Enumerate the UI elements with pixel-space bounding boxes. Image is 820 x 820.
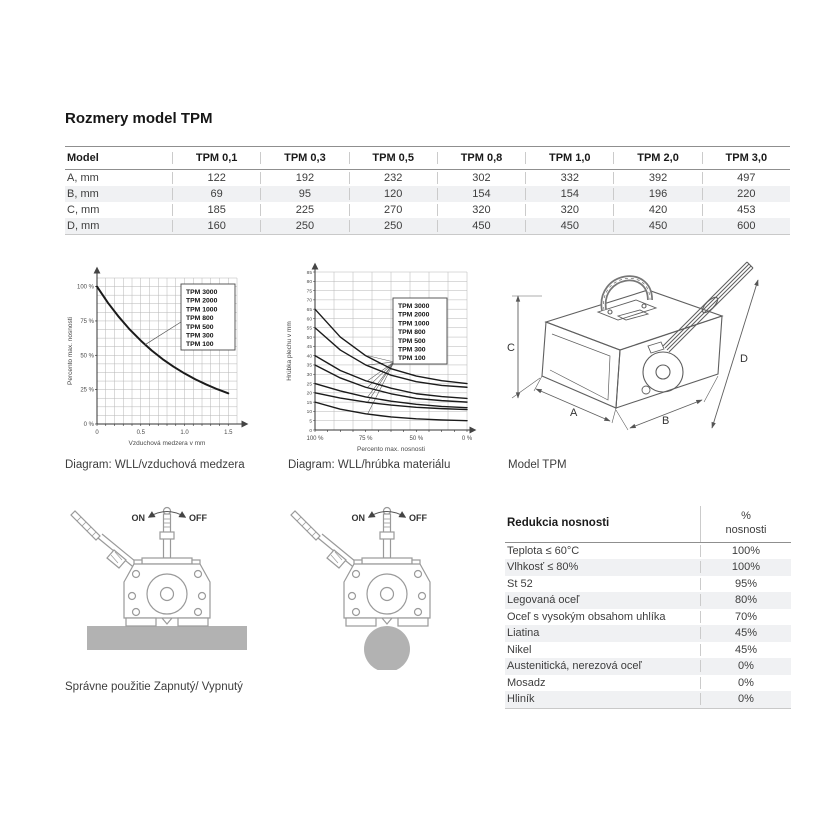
svg-text:35: 35 (306, 363, 312, 369)
svg-text:50: 50 (306, 335, 312, 341)
material-label: Liatina (507, 627, 540, 640)
table-cell: 220 (702, 188, 790, 200)
capacity-value: 45% (700, 644, 791, 656)
svg-text:80: 80 (306, 280, 312, 286)
magnet-front-view (291, 508, 430, 627)
column-header: TPM 3,0 (702, 152, 790, 164)
svg-text:45: 45 (306, 345, 312, 351)
table-cell: 320 (525, 204, 613, 216)
svg-text:70: 70 (306, 298, 312, 304)
table-row (505, 658, 791, 675)
table-cell: 497 (702, 172, 790, 184)
dim-label-b: B (662, 415, 670, 427)
svg-text:30: 30 (306, 373, 312, 379)
capacity-value: 0% (700, 693, 791, 705)
material-label: Hliník (507, 693, 535, 706)
reduction-table-header (505, 506, 791, 543)
x-axis-label: Vzduchová medzera v mm (128, 440, 206, 447)
table-row (65, 218, 790, 234)
table-cell: 185 (172, 204, 260, 216)
svg-text:0: 0 (95, 430, 99, 436)
dim-label-a: A (570, 407, 578, 419)
svg-text:TPM 1000: TPM 1000 (398, 320, 430, 328)
svg-text:TPM 1000: TPM 1000 (186, 306, 218, 314)
svg-text:TPM 300: TPM 300 (186, 332, 214, 340)
material-label: Nikel (507, 643, 532, 656)
dimensions-table-body (65, 170, 790, 235)
svg-text:15: 15 (306, 400, 312, 406)
x-axis-label: Percento max. nosnosti (357, 446, 425, 453)
capacity-value: 0% (700, 660, 791, 672)
chart1-caption: Diagram: WLL/vzduchová medzera (65, 459, 245, 471)
table-cell: 332 (525, 172, 613, 184)
table-row (65, 170, 790, 186)
legend (393, 298, 447, 364)
table-row (505, 625, 791, 642)
table-row (505, 592, 791, 609)
off-label: OFF (189, 513, 207, 523)
chart2-caption: Diagram: WLL/hrúbka materiálu (288, 459, 451, 471)
table-cell: 320 (437, 204, 525, 216)
y-axis-label: Hrúbka plechu v mm (286, 321, 293, 381)
capacity-value: 100% (700, 561, 791, 573)
material-label: Mosadz (507, 676, 546, 689)
table-cell: 160 (172, 220, 260, 232)
onoff-figure-round-bar (282, 502, 482, 670)
table-cell: 120 (349, 188, 437, 200)
svg-text:60: 60 (306, 317, 312, 323)
svg-text:5: 5 (309, 419, 312, 425)
reduction-table-title: Redukcia nosnosti (507, 516, 610, 529)
svg-text:TPM 3000: TPM 3000 (186, 289, 218, 296)
svg-text:75 %: 75 % (80, 318, 94, 325)
svg-text:0: 0 (309, 428, 312, 434)
dimension-lines (512, 280, 758, 430)
svg-text:TPM 800: TPM 800 (398, 329, 426, 337)
svg-text:1.0: 1.0 (180, 430, 189, 436)
reduction-table (505, 506, 791, 709)
round-bar (364, 626, 410, 670)
column-header: Model (67, 152, 99, 164)
onoff-figure-plate (62, 502, 262, 670)
svg-text:100 %: 100 % (76, 284, 94, 291)
column-header: TPM 1,0 (525, 152, 613, 164)
material-label: Austenitická, nerezová oceľ (507, 660, 642, 673)
table-row (505, 609, 791, 626)
material-label: Vlhkosť ≤ 80% (507, 561, 579, 574)
svg-text:50 %: 50 % (80, 353, 94, 360)
column-header: TPM 0,1 (172, 152, 260, 164)
magnet-front-view (71, 508, 210, 627)
material-label: Teplota ≤ 60°C (507, 544, 580, 557)
material-label: Oceľ s vysokým obsahom uhlíka (507, 610, 666, 623)
table-row (505, 675, 791, 692)
svg-text:0 %: 0 % (83, 422, 94, 428)
svg-text:TPM 100: TPM 100 (398, 355, 426, 363)
capacity-value: 70% (700, 611, 791, 623)
column-header: TPM 0,8 (437, 152, 525, 164)
column-header: TPM 0,3 (260, 152, 348, 164)
row-label: B, mm (67, 188, 99, 200)
on-label: ON (131, 513, 145, 523)
svg-text:TPM 800: TPM 800 (186, 315, 214, 323)
svg-text:50 %: 50 % (409, 436, 424, 442)
row-label: A, mm (67, 172, 99, 184)
svg-text:25: 25 (306, 382, 312, 388)
table-cell: 95 (260, 188, 348, 200)
capacity-value: 80% (700, 594, 791, 606)
table-cell: 600 (702, 220, 790, 232)
dimensions-table (65, 146, 790, 235)
capacity-value: 45% (700, 627, 791, 639)
table-cell: 192 (260, 172, 348, 184)
svg-text:0.5: 0.5 (136, 430, 145, 436)
svg-text:TPM 100: TPM 100 (186, 341, 214, 349)
steel-plate (87, 626, 247, 650)
svg-text:TPM 2000: TPM 2000 (398, 311, 430, 319)
svg-text:100 %: 100 % (306, 436, 324, 442)
table-row (505, 559, 791, 576)
table-cell: 154 (525, 188, 613, 200)
svg-text:TPM 300: TPM 300 (398, 346, 426, 354)
svg-text:20: 20 (306, 391, 312, 397)
table-cell: 225 (260, 204, 348, 216)
svg-text:TPM 3000: TPM 3000 (398, 303, 430, 310)
table-cell: 270 (349, 204, 437, 216)
page-title: Rozmery model TPM (65, 110, 213, 127)
table-cell: 250 (349, 220, 437, 232)
capacity-value: 95% (700, 578, 791, 590)
table-row (505, 642, 791, 659)
table-row (505, 576, 791, 593)
svg-text:75: 75 (306, 289, 312, 295)
onoff-caption: Správne použitie Zapnutý/ Vypnutý (65, 681, 243, 693)
svg-text:10: 10 (306, 410, 312, 416)
reduction-table-body (505, 543, 791, 709)
drawing-caption: Model TPM (508, 459, 567, 471)
svg-text:65: 65 (306, 307, 312, 313)
table-cell: 420 (613, 204, 701, 216)
y-axis-label: Percento max. nosnosti (67, 317, 74, 385)
dim-label-c: C (507, 342, 515, 354)
row-label: C, mm (67, 204, 100, 216)
reduction-value-header: % nosnosti (700, 506, 791, 542)
magnet-isometric-body (542, 262, 753, 408)
material-label: St 52 (507, 577, 533, 590)
table-cell: 453 (702, 204, 790, 216)
capacity-value: 0% (700, 677, 791, 689)
on-label: ON (351, 513, 365, 523)
table-row (505, 691, 791, 708)
table-cell: 69 (172, 188, 260, 200)
legend (181, 284, 235, 350)
svg-text:TPM 500: TPM 500 (398, 337, 426, 345)
table-cell: 232 (349, 172, 437, 184)
table-row (65, 202, 790, 218)
table-cell: 392 (613, 172, 701, 184)
material-label: Legovaná oceľ (507, 594, 580, 607)
table-cell: 302 (437, 172, 525, 184)
model-tpm-drawing (498, 250, 770, 455)
wll-airgap-chart (63, 256, 258, 456)
table-row (65, 186, 790, 202)
table-cell: 154 (437, 188, 525, 200)
svg-text:1.5: 1.5 (224, 430, 233, 436)
svg-text:55: 55 (306, 326, 312, 332)
svg-text:75 %: 75 % (358, 436, 373, 442)
table-cell: 122 (172, 172, 260, 184)
wll-thickness-chart (283, 256, 483, 456)
dim-label-d: D (740, 353, 748, 365)
column-header: TPM 0,5 (349, 152, 437, 164)
column-header: TPM 2,0 (613, 152, 701, 164)
table-cell: 450 (437, 220, 525, 232)
capacity-value: 100% (700, 545, 791, 557)
svg-text:85: 85 (306, 270, 312, 276)
svg-text:25 %: 25 % (80, 387, 94, 394)
svg-text:TPM 500: TPM 500 (186, 323, 214, 331)
table-row (505, 543, 791, 560)
table-cell: 450 (613, 220, 701, 232)
row-label: D, mm (67, 220, 100, 232)
table-cell: 250 (260, 220, 348, 232)
svg-text:40: 40 (306, 354, 312, 360)
svg-text:TPM 2000: TPM 2000 (186, 297, 218, 305)
svg-text:0 %: 0 % (461, 436, 473, 442)
off-label: OFF (409, 513, 427, 523)
table-cell: 450 (525, 220, 613, 232)
lifting-shackle (604, 278, 650, 310)
dimensions-table-header (65, 146, 790, 170)
table-cell: 196 (613, 188, 701, 200)
